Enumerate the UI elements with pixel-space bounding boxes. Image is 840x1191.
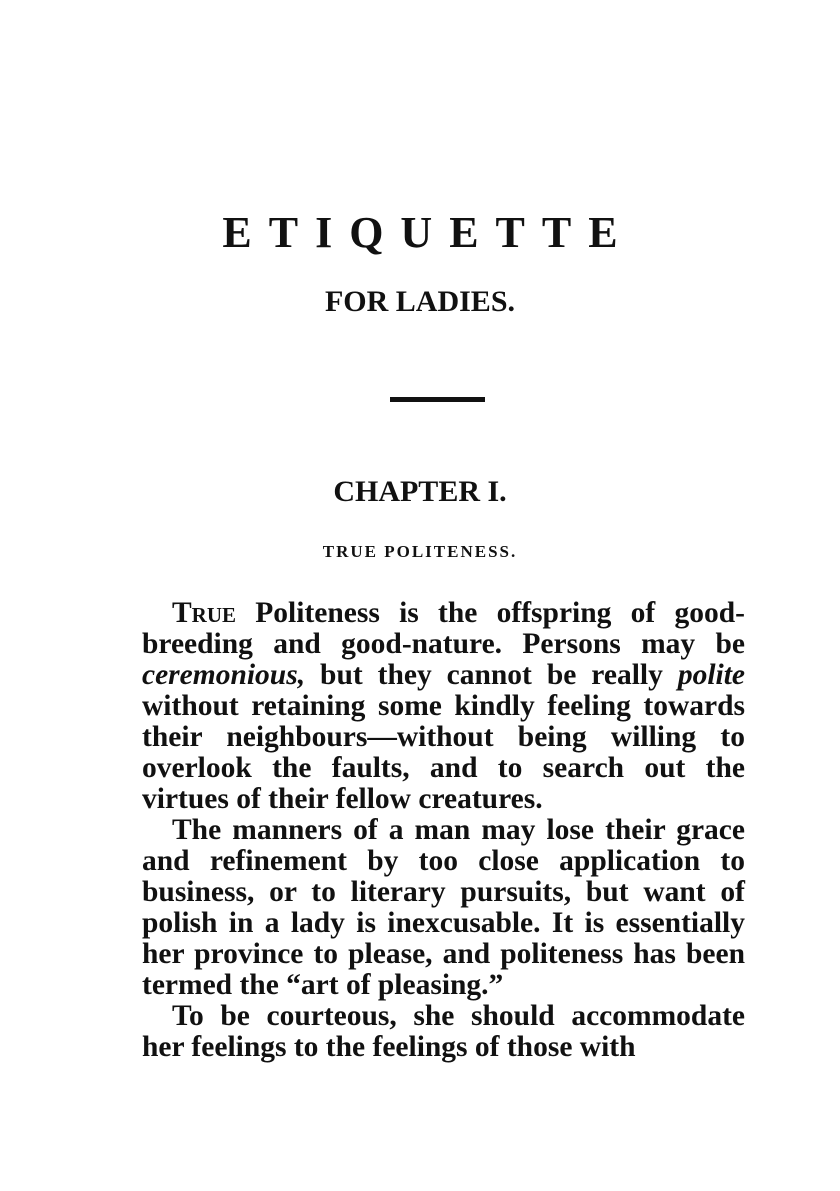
- book-subtitle: FOR LADIES.: [324, 285, 516, 318]
- title-divider: [390, 397, 485, 402]
- emphasis-word: polite: [677, 659, 745, 691]
- emphasis-word: ceremonious,: [142, 659, 306, 691]
- paragraph-text: Politeness is the offspring of good-breeding and good-nature. Persons may be: [142, 597, 745, 660]
- paragraph-2: The manners of a man may lose their grace and refinement by too close application to business, or to literary pursuits, but want of polish in a lady is inexcusable. It is essentially her province to please, and politeness has been termed the “art of pleasing.”: [142, 814, 745, 1001]
- chapter-heading: CHAPTER I.: [333, 475, 507, 508]
- paragraph-text: without retaining some kindly feeling towards their neighbours—without being willing to overlook the faults, and to search out the virtues of their fellow creatures.: [142, 690, 745, 815]
- body-text: [142, 598, 745, 1063]
- paragraph-text: but they cannot be really: [305, 659, 678, 691]
- book-title: ETIQUETTE: [222, 208, 635, 257]
- section-title: TRUE POLITENESS.: [322, 542, 518, 561]
- paragraph-1: [142, 598, 745, 815]
- paragraph-3: To be courteous, she should accommodate her feelings to the feelings of those with: [142, 1000, 745, 1063]
- paragraph-lead-word: True: [172, 597, 237, 629]
